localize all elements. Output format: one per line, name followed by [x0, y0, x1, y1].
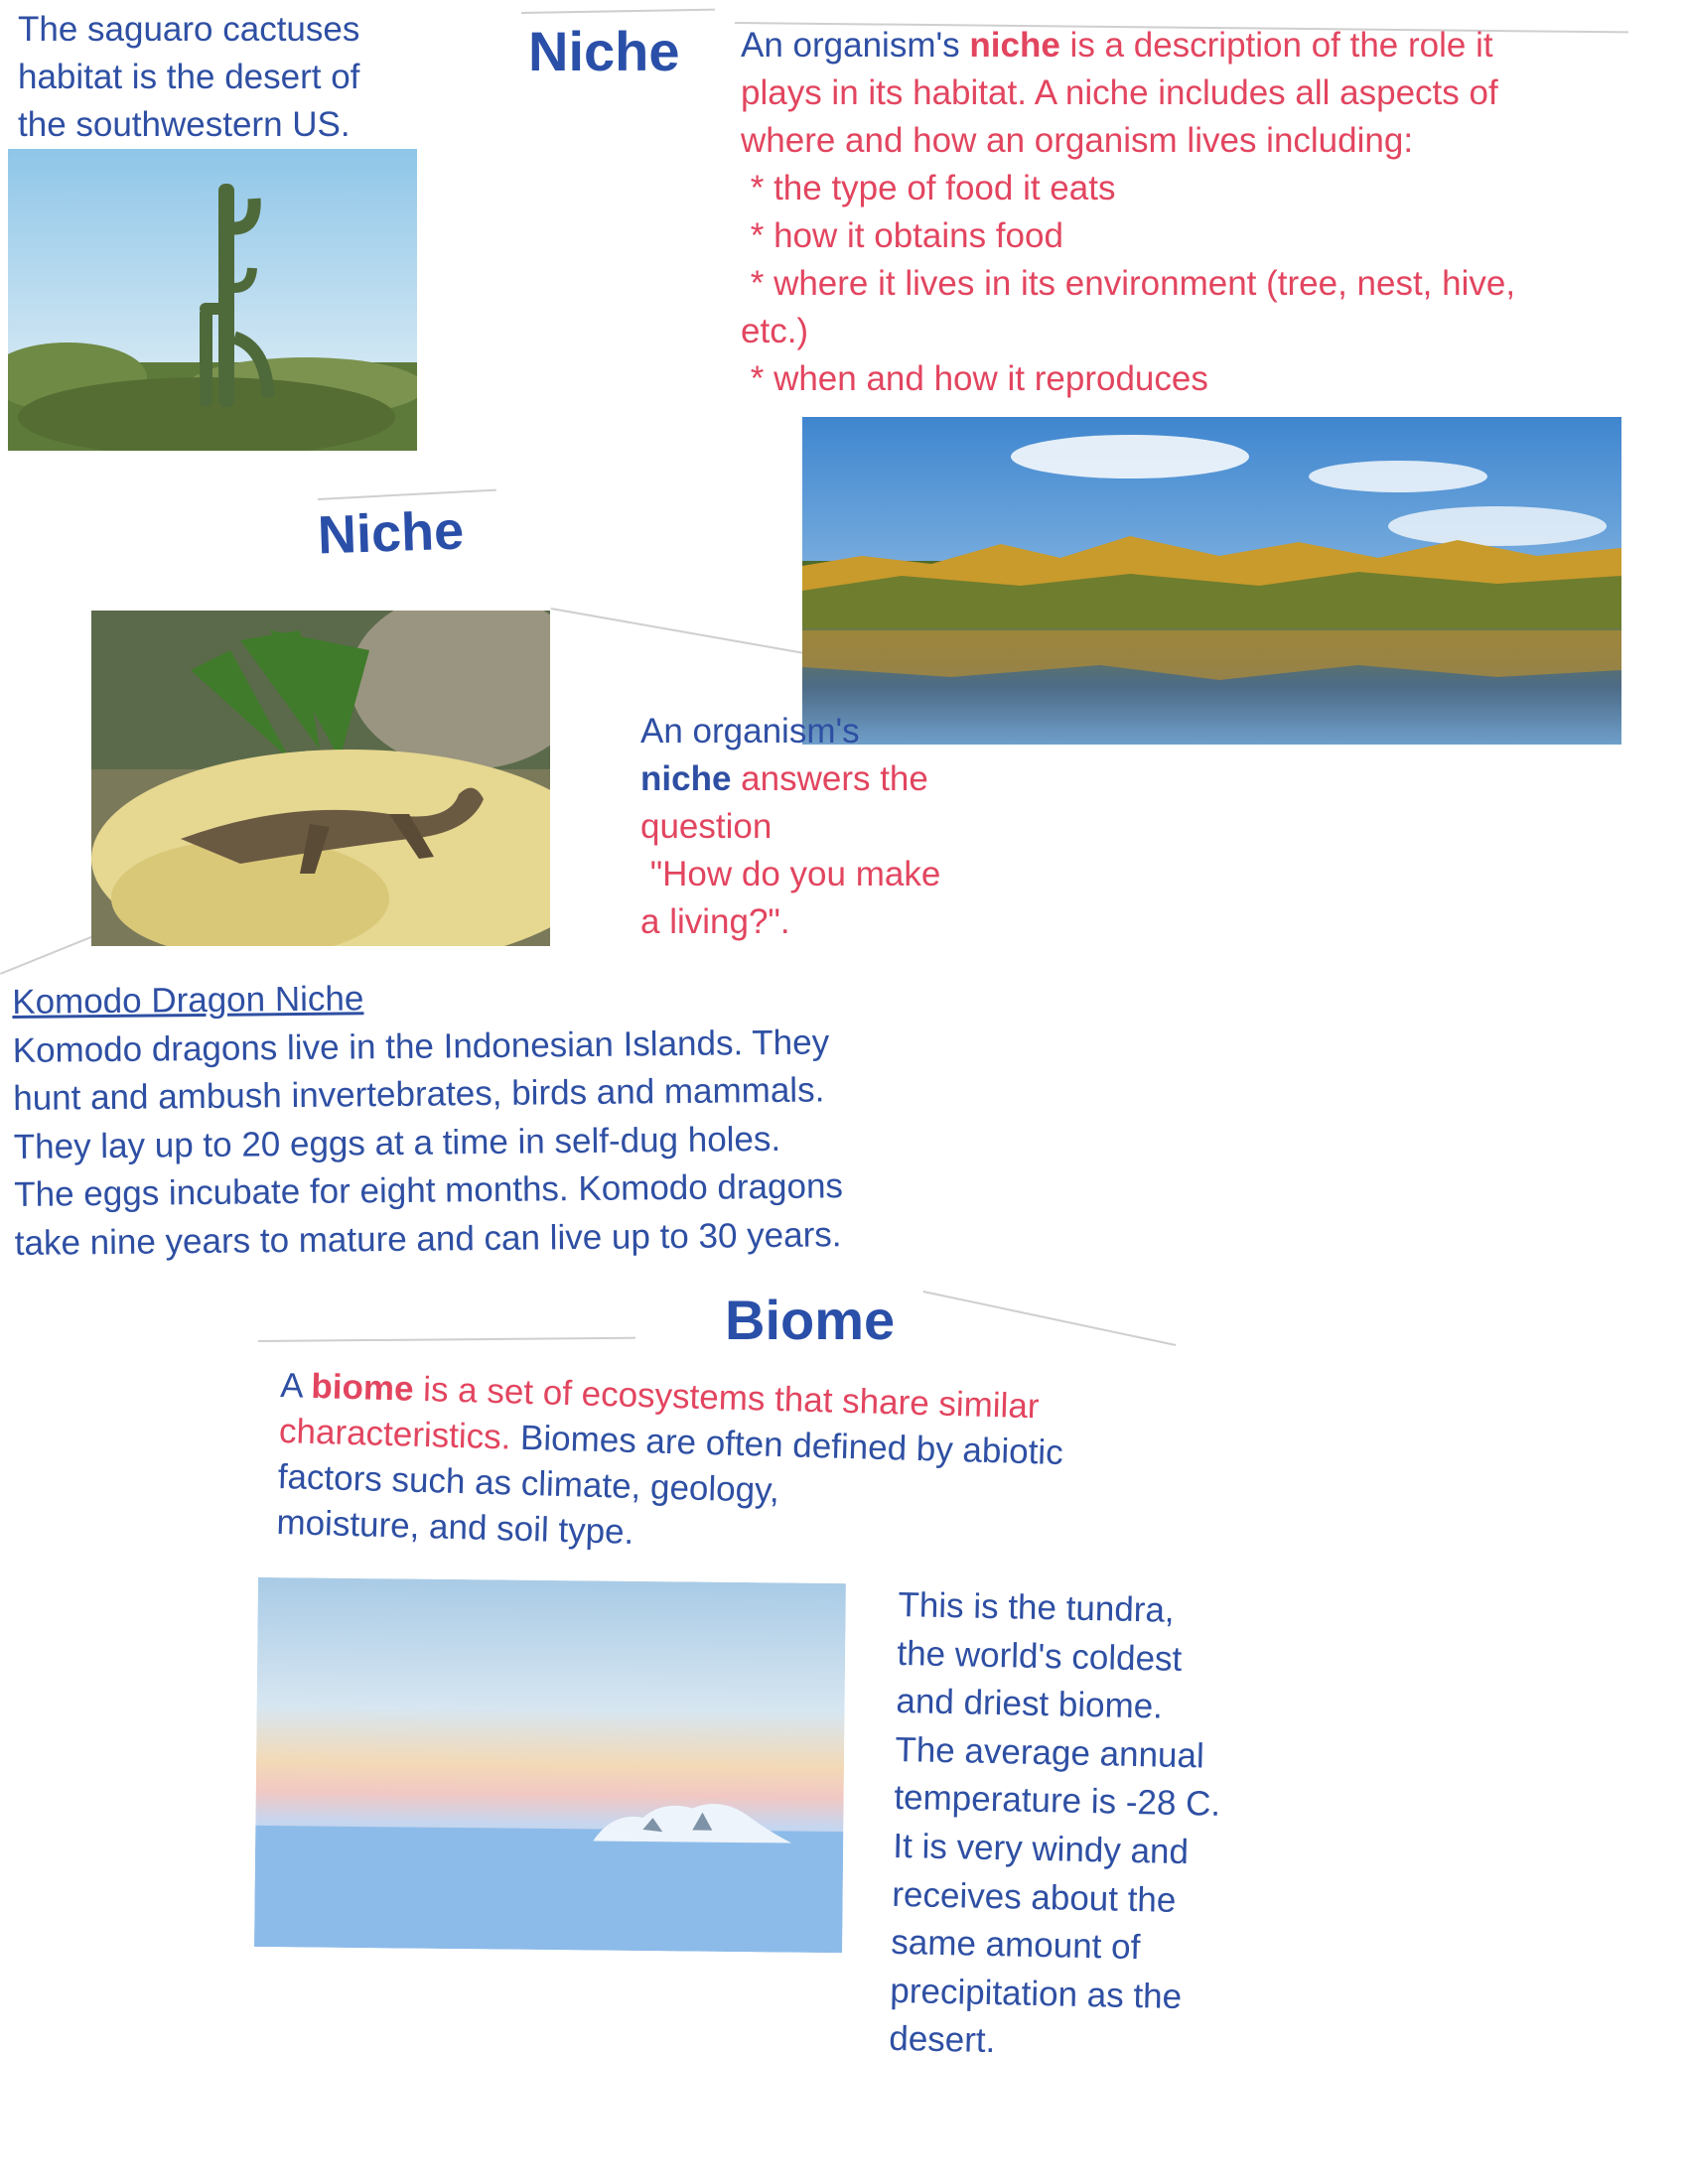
niche-bullet: * the type of food it eats: [741, 169, 1116, 207]
niche-definition: An organism's niche is a description of the role it plays in its habitat. A niche includes all aspects of where and how an organism lives including: * the type of food it eats * how it obtains food * where it lives in its environment (tree, nest, hive, etc.) * when and how it reproduces: [741, 22, 1515, 403]
niche-bullet: * how it obtains food: [741, 216, 1063, 255]
niche-heading-top: Niche: [528, 20, 680, 82]
saguaro-cactus-photo: [8, 149, 417, 451]
cut-line: [551, 608, 805, 654]
komodo-heading: Komodo Dragon Niche: [12, 979, 364, 1022]
tundra-photo: [254, 1577, 846, 1953]
niche-bullet: * when and how it reproduces: [741, 359, 1208, 398]
cut-line: [521, 9, 715, 14]
saguaro-caption: The saguaro cactuses habitat is the desert of the southwestern US.: [18, 10, 360, 144]
tundra-description: This is the tundra, the world's coldest and driest biome. The average annual temperature is -28 C. It is very windy and receives about the same amount of precipitation as the desert.: [888, 1584, 1221, 2061]
niche-heading-mid: Niche: [316, 500, 466, 566]
biome-heading: Biome: [725, 1289, 896, 1351]
niche-question: An organism's niche answers the question "How do you make a living?".: [640, 712, 941, 941]
biome-definition: A biome is a set of ecosystems that share similar characteristics. Biomes are often defined by abiotic factors such as climate, geology, moisture, and soil type.: [275, 1365, 1064, 1552]
komodo-dragon-photo: [91, 611, 550, 946]
komodo-paragraph: Komodo Dragon Niche Komodo dragons live in the Indonesian Islands. They hunt and ambush invertebrates, birds and mammals. They lay up to 20 eggs at a time in self-dug holes. The eggs incubate for eight months. Komodo dragons take nine years to mature and can live up to 30 years.: [12, 970, 844, 1268]
cut-line: [0, 936, 92, 975]
niche-bullet: etc.): [741, 312, 809, 350]
lake-forest-photo: [802, 417, 1621, 745]
cut-line: [318, 489, 496, 500]
cut-line: [923, 1291, 1177, 1346]
cut-line: [258, 1337, 635, 1342]
niche-bullet: * where it lives in its environment (tree, nest, hive,: [741, 264, 1516, 303]
